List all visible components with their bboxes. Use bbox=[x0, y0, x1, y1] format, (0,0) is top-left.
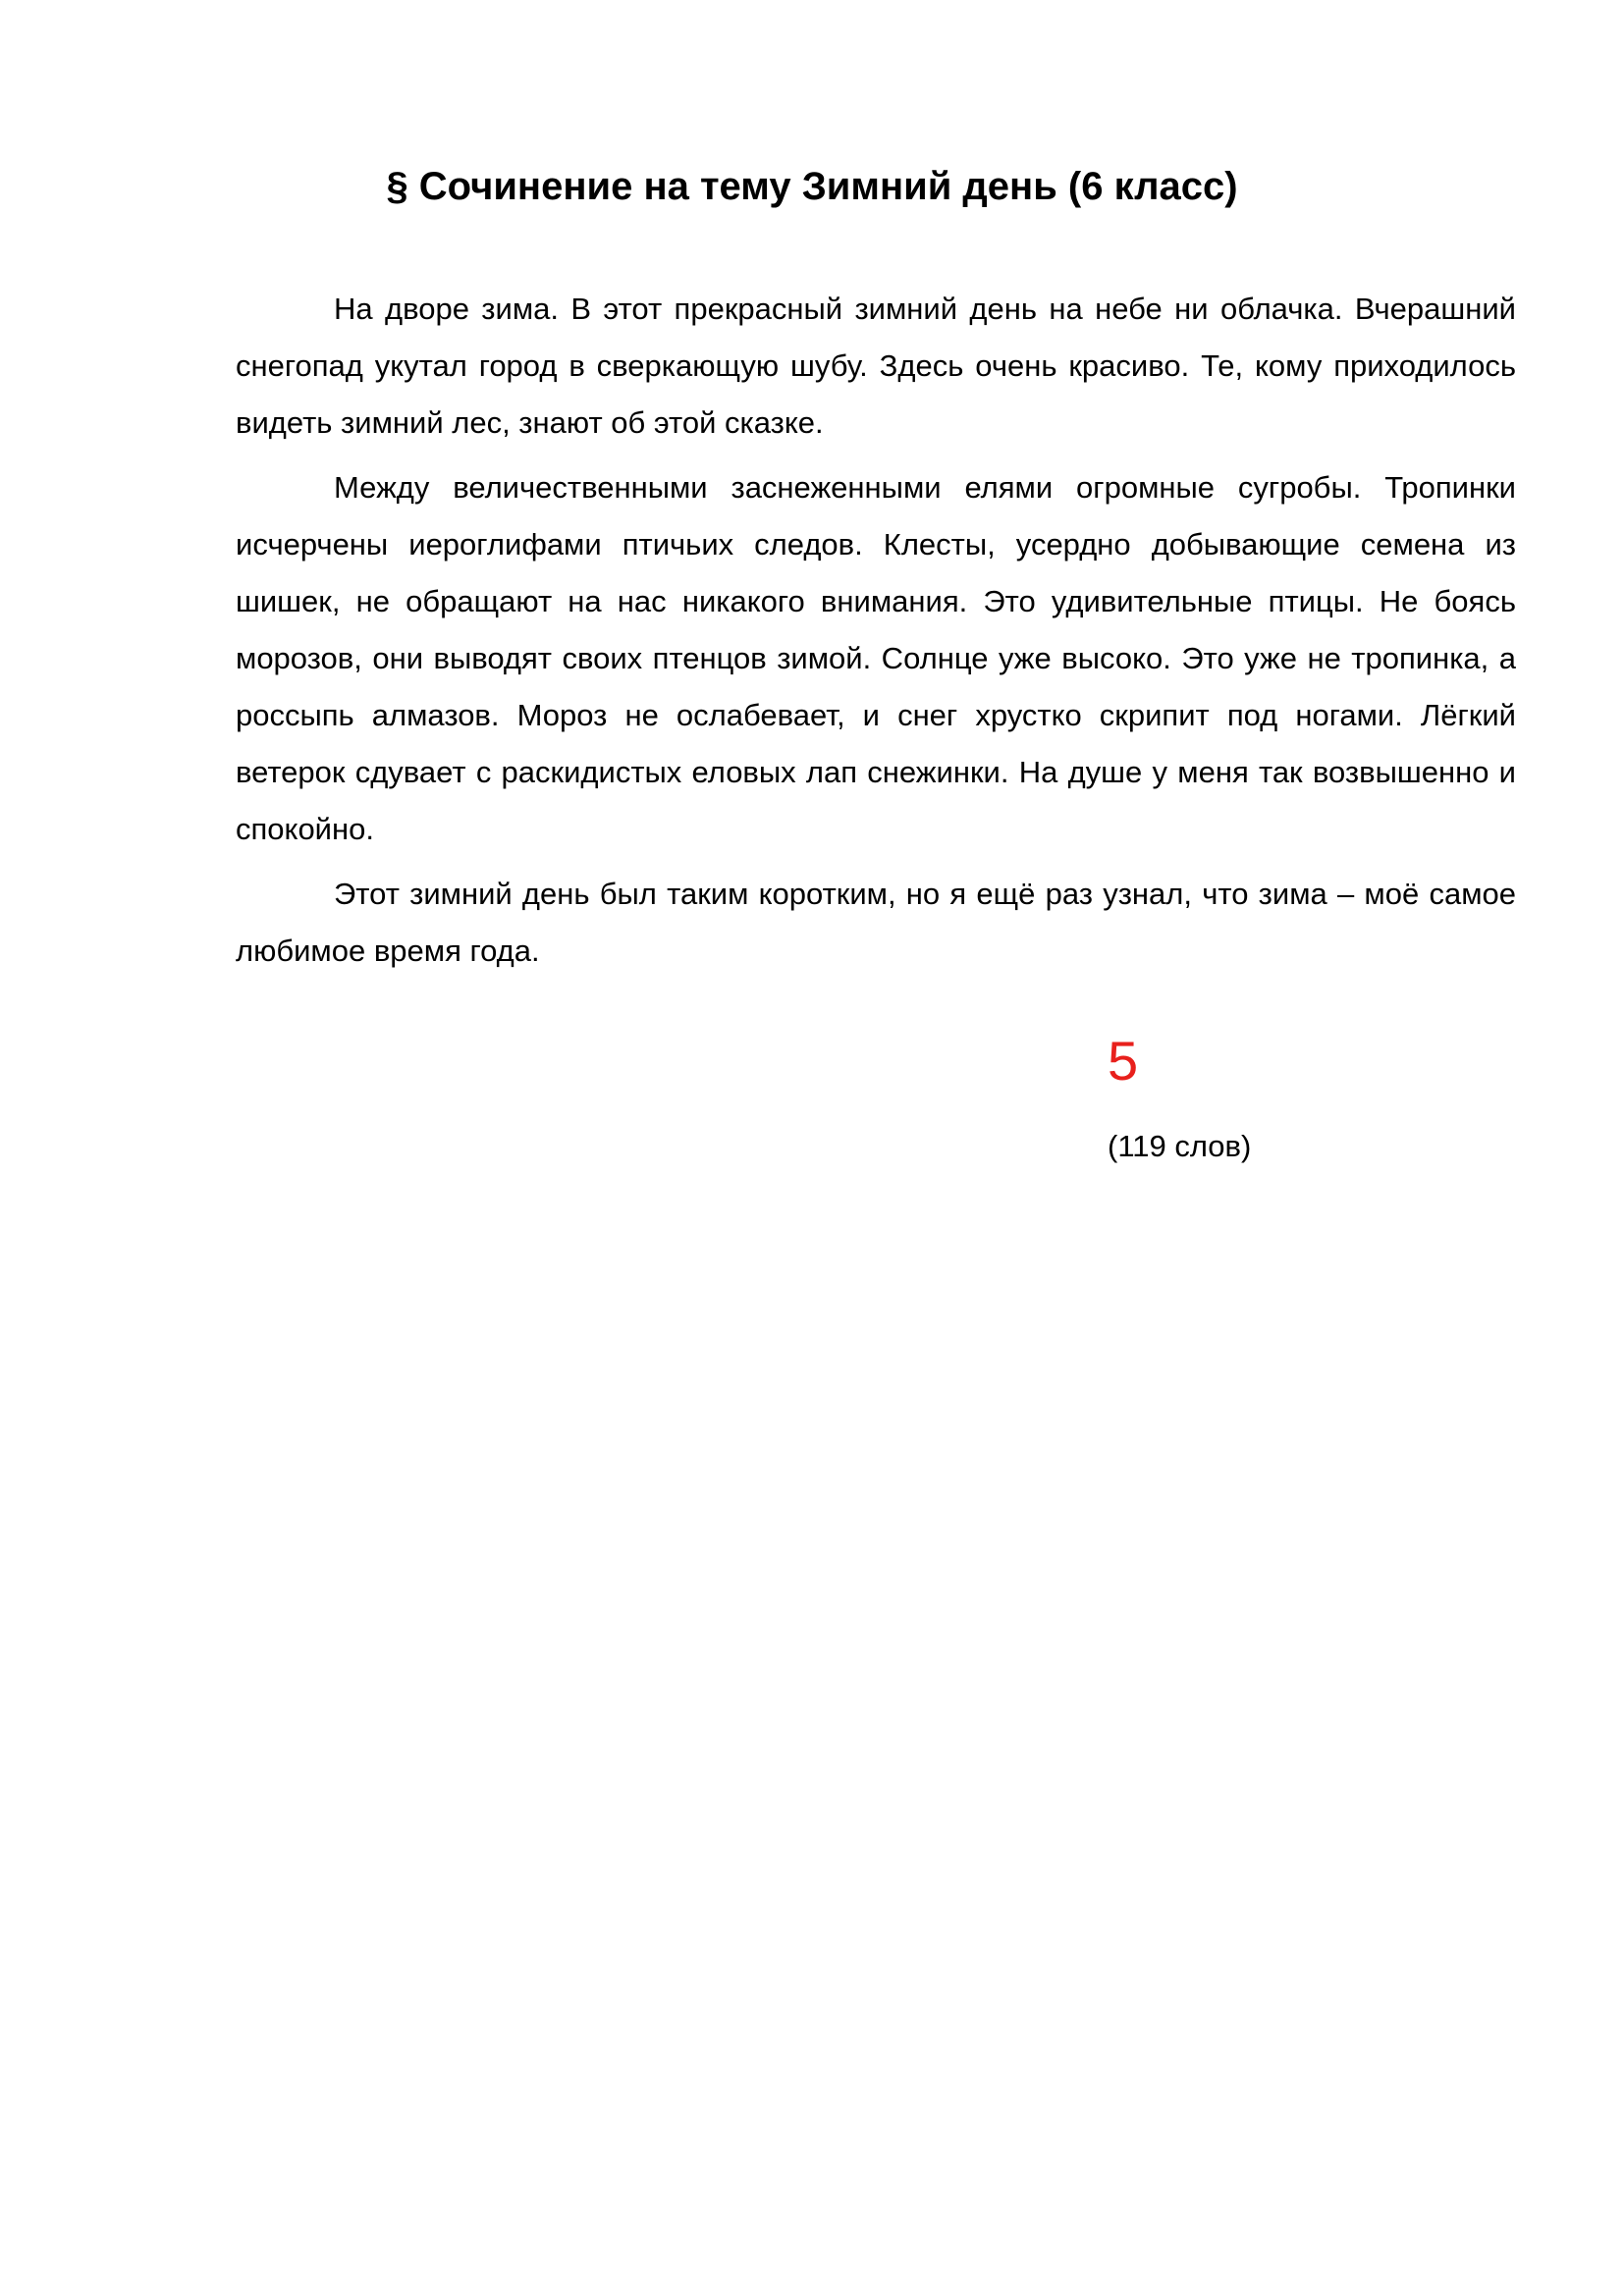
word-count: (119 слов) bbox=[1108, 1129, 1252, 1163]
essay-title: § Сочинение на тему Зимний день (6 класс) bbox=[386, 165, 1238, 208]
essay-body bbox=[236, 281, 1516, 988]
essay-paragraph-1: На дворе зима. В этот прекрасный зимний день на небе ни облачка. Вчерашний снегопад укутал город в сверкающую шубу. Здесь очень красиво. Те, кому приходилось видеть зимний лес, знают об этой сказке. bbox=[236, 292, 1516, 440]
grade-mark: 5 bbox=[1108, 1030, 1139, 1092]
essay-paragraph-2: Между величественными заснеженными елями огромные сугробы. Тропинки исчерчены иероглифами птичьих следов. Клесты, усердно добывающие семена из шишек, не обращают на нас никакого внимания. Это удивительные птицы. Не боясь морозов, они выводят своих птенцов зимой. Солнце уже высоко. Это уже не тропинка, а россыпь алмазов. Мороз не ослабевает, и снег хрустко скрипит под ногами. Лёгкий ветерок сдувает с раскидистых еловых лап снежинки. На душе у меня так возвышенно и спокойно. bbox=[236, 470, 1516, 846]
essay-paragraph-3: Этот зимний день был таким коротким, но я ещё раз узнал, что зима – моё самое любимое время года. bbox=[236, 877, 1516, 968]
